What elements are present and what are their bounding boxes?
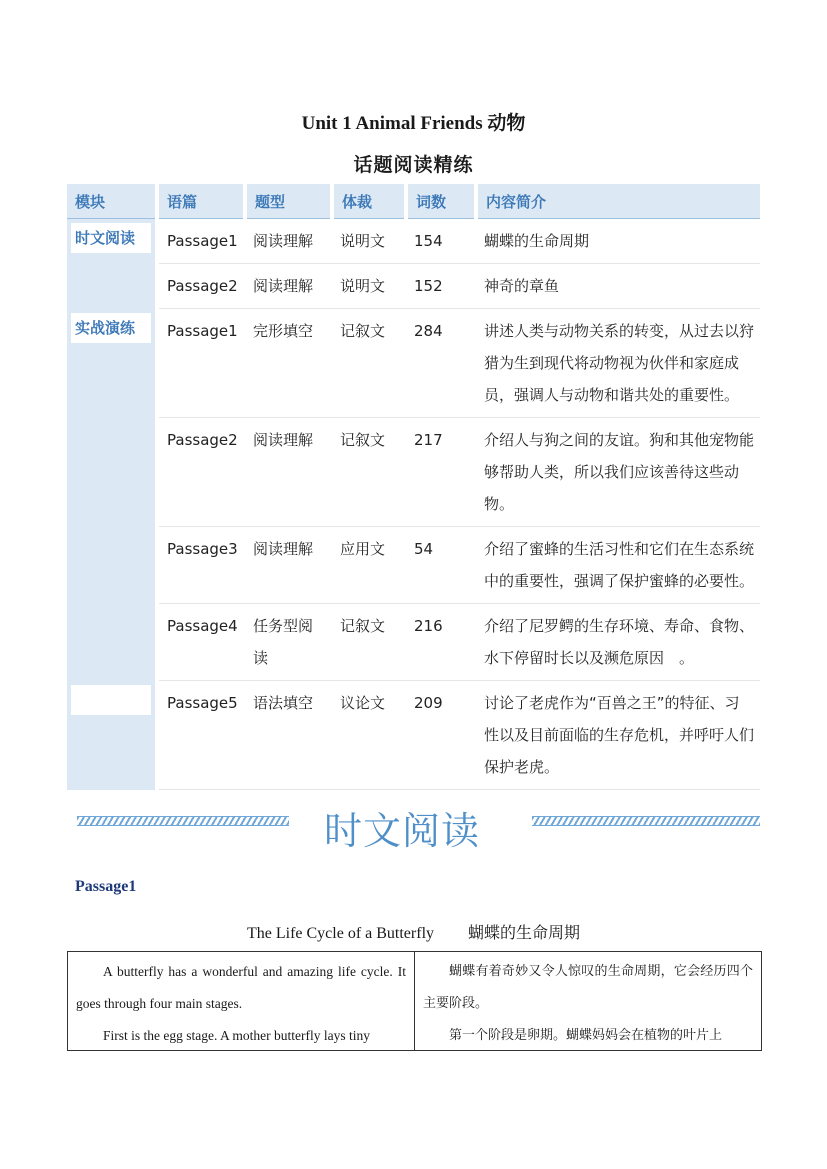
table-row xyxy=(67,219,760,264)
module-label: 时文阅读 xyxy=(71,223,151,253)
table-row xyxy=(67,681,760,790)
module-cell xyxy=(67,309,157,681)
header-words: 词数 xyxy=(406,184,476,219)
cell-summary: 介绍人与狗之间的友谊。狗和其他宠物能够帮助人类，所以我们应该善待这些动物。 xyxy=(476,418,760,527)
header-genre: 体裁 xyxy=(332,184,406,219)
passage-title xyxy=(0,920,827,943)
english-column xyxy=(68,952,415,1050)
table-row xyxy=(67,264,760,309)
passage-title-cn: 蝴蝶的生命周期 xyxy=(468,923,581,942)
table-row xyxy=(67,418,760,527)
module-blank xyxy=(71,685,151,715)
module-cell xyxy=(67,681,157,790)
cell-passage: Passage2 xyxy=(157,418,245,527)
cell-genre: 记叙文 xyxy=(332,309,406,418)
section-title: 时文阅读 xyxy=(323,809,480,853)
bilingual-text-table xyxy=(67,951,762,1051)
table-row xyxy=(67,527,760,604)
cell-passage: Passage4 xyxy=(157,604,245,681)
decorative-stripe-right xyxy=(532,816,760,826)
document-subtitle: 话题阅读精练 xyxy=(353,154,474,176)
section-banner xyxy=(67,800,760,860)
overview-table xyxy=(67,184,760,790)
cell-summary: 神奇的章鱼 xyxy=(476,264,760,309)
cell-summary: 介绍了尼罗鳄的生存环境、寿命、食物、水下停留时长以及濒危原因 。 xyxy=(476,604,760,681)
cell-genre: 说明文 xyxy=(332,219,406,264)
document-title: Unit 1 Animal Friends 动物 xyxy=(301,113,526,134)
table-row xyxy=(67,604,760,681)
english-paragraph: First is the egg stage. A mother butterfly lays tiny xyxy=(103,1028,370,1043)
cell-summary: 介绍了蜜蜂的生活习性和它们在生态系统中的重要性，强调了保护蜜蜂的必要性。 xyxy=(476,527,760,604)
cell-type: 阅读理解 xyxy=(245,418,332,527)
cell-type: 阅读理解 xyxy=(245,219,332,264)
cell-genre: 议论文 xyxy=(332,681,406,790)
english-paragraph: A butterfly has a wonderful and amazing life cycle. It goes through four main stages. xyxy=(76,964,406,1011)
cell-words: 152 xyxy=(406,264,476,309)
cell-type: 任务型阅读 xyxy=(245,604,332,681)
cell-passage: Passage2 xyxy=(157,264,245,309)
header-type: 题型 xyxy=(245,184,332,219)
cell-genre: 应用文 xyxy=(332,527,406,604)
cell-words: 54 xyxy=(406,527,476,604)
cell-words: 209 xyxy=(406,681,476,790)
cell-genre: 记叙文 xyxy=(332,604,406,681)
decorative-stripe-left xyxy=(77,816,289,826)
cell-summary: 讨论了老虎作为“百兽之王”的特征、习性以及目前面临的生存危机，并呼吁人们保护老虎。 xyxy=(476,681,760,790)
cell-words: 284 xyxy=(406,309,476,418)
passage-label: Passage1 xyxy=(75,878,137,895)
cell-words: 154 xyxy=(406,219,476,264)
cell-passage: Passage1 xyxy=(157,219,245,264)
header-module: 模块 xyxy=(67,184,157,219)
chinese-column xyxy=(415,952,761,1050)
module-cell xyxy=(67,219,157,309)
header-passage: 语篇 xyxy=(157,184,245,219)
cell-words: 216 xyxy=(406,604,476,681)
cell-passage: Passage3 xyxy=(157,527,245,604)
module-label: 实战演练 xyxy=(71,313,151,343)
cell-summary: 讲述人类与动物关系的转变，从过去以狩猎为生到现代将动物视为伙伴和家庭成员，强调人与动物和谐共处的重要性。 xyxy=(476,309,760,418)
chinese-paragraph: 第一个阶段是卵期。蝴蝶妈妈会在植物的叶片上 xyxy=(449,1028,723,1043)
table-header-row xyxy=(67,184,760,219)
passage-title-en: The Life Cycle of a Butterfly xyxy=(246,925,435,942)
cell-passage: Passage1 xyxy=(157,309,245,418)
header-summary: 内容简介 xyxy=(476,184,760,219)
chinese-paragraph: 蝴蝶有着奇妙又令人惊叹的生命周期，它会经历四个主要阶段。 xyxy=(423,964,753,1011)
cell-type: 阅读理解 xyxy=(245,264,332,309)
cell-genre: 记叙文 xyxy=(332,418,406,527)
cell-words: 217 xyxy=(406,418,476,527)
cell-type: 语法填空 xyxy=(245,681,332,790)
cell-genre: 说明文 xyxy=(332,264,406,309)
cell-type: 完形填空 xyxy=(245,309,332,418)
cell-type: 阅读理解 xyxy=(245,527,332,604)
cell-summary: 蝴蝶的生命周期 xyxy=(476,219,760,264)
cell-passage: Passage5 xyxy=(157,681,245,790)
table-row xyxy=(67,309,760,418)
